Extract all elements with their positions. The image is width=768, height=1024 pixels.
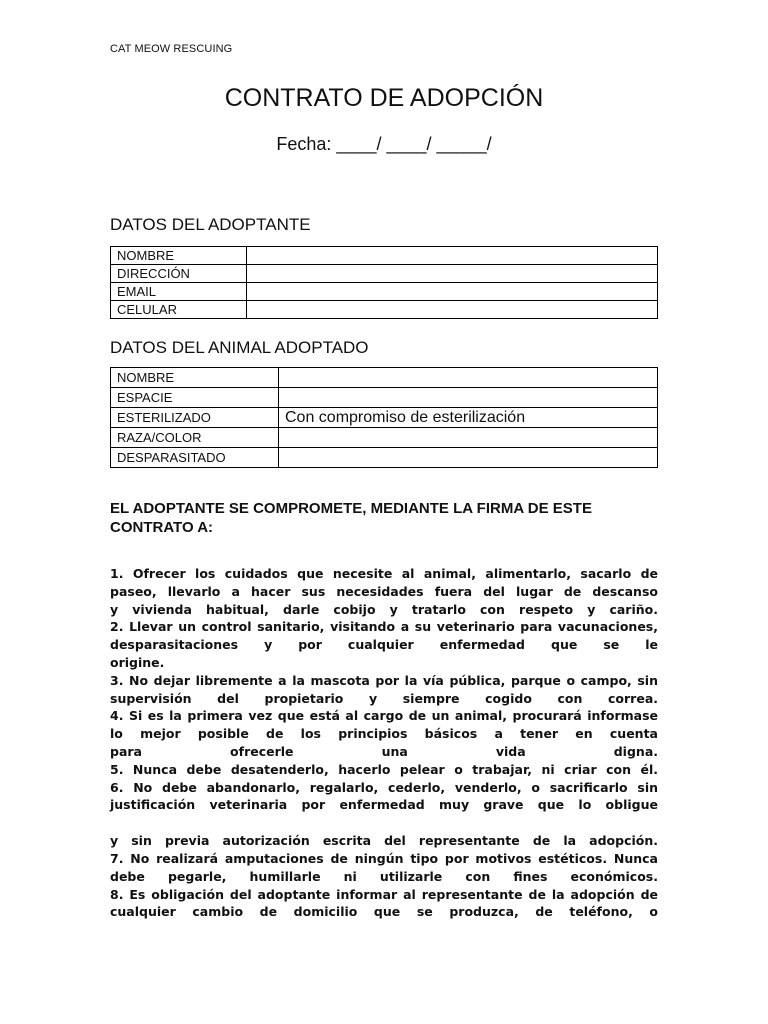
table-row [111, 368, 658, 388]
field-value [279, 368, 658, 388]
field-label: EMAIL [111, 283, 247, 301]
field-label: DIRECCIÓN [111, 265, 247, 283]
clause-line: debe pegarle, humillarle ni utilizarle con fines económicos. [110, 868, 658, 884]
field-label: NOMBRE [111, 368, 279, 388]
clause-line: 5. Nunca debe desatenderlo, hacerlo pelear o trabajar, ni criar con él. [110, 761, 658, 777]
table-row [111, 283, 658, 301]
clause-line: y vivienda habitual, darle cobijo y tratarlo con respeto y cariño. [110, 601, 658, 617]
field-label: ESPACIE [111, 388, 279, 408]
field-label: NOMBRE [111, 247, 247, 265]
paragraph-gap [110, 814, 658, 832]
field-value [247, 247, 658, 265]
clause-line: 1. Ofrecer los cuidados que necesite al animal, alimentarlo, sacarlo de [110, 566, 658, 581]
field-value: Con compromiso de esterilización [279, 408, 658, 428]
clause-line: 4. Si es la primera vez que está al cargo de un animal, procurará informase [110, 708, 658, 724]
field-value [247, 265, 658, 283]
field-label: ESTERILIZADO [111, 408, 279, 428]
clause-line: cualquier cambio de domicilio que se produzca, de teléfono, o [110, 904, 658, 920]
table-row [111, 428, 658, 448]
clause-line: 8. Es obligación del adoptante informar al representante de la adopción de [110, 886, 658, 902]
adoptante-heading: DATOS DEL ADOPTANTE [110, 215, 311, 234]
clause-line: origine. [110, 654, 165, 670]
table-row [111, 408, 658, 428]
field-label: RAZA/COLOR [111, 428, 279, 448]
clauses-list [110, 565, 658, 921]
clause-line: lo mejor posible de los principios básicos a tener en cuenta [110, 726, 658, 742]
field-value [279, 448, 658, 468]
clause-line: supervisión del propietario y siempre cogido con correa. [110, 690, 658, 706]
table-row [111, 265, 658, 283]
table-row [111, 301, 658, 319]
clause-line: 3. No dejar libremente a la mascota por la vía pública, parque o campo, sin [110, 672, 658, 688]
commitment-heading: EL ADOPTANTE SE COMPROMETE, MEDIANTE LA FIRMA DE ESTE CONTRATO A: [110, 500, 592, 536]
field-value [247, 283, 658, 301]
organization-header: CAT MEOW RESCUING [110, 43, 233, 55]
table-row [111, 247, 658, 265]
clause-line: desparasitaciones y por cualquier enfermedad que se le [110, 637, 658, 653]
animal-heading: DATOS DEL ANIMAL ADOPTADO [110, 338, 369, 357]
field-label: CELULAR [111, 301, 247, 319]
table-row [111, 388, 658, 408]
field-value [279, 388, 658, 408]
date-line: Fecha: ____/ ____/ _____/ [276, 134, 492, 154]
clause-line: para ofrecerle una vida digna. [110, 743, 658, 759]
table-row [111, 448, 658, 468]
document-title: CONTRATO DE ADOPCIÓN [224, 84, 544, 112]
field-label: DESPARASITADO [111, 448, 279, 468]
clause-line: 7. No realizará amputaciones de ningún tipo por motivos estéticos. Nunca [110, 850, 658, 866]
clause-line: 6. No debe abandonarlo, regalarlo, cederlo, venderlo, o sacrificarlo sin [110, 779, 658, 795]
field-value [247, 301, 658, 319]
clause-line: 2. Llevar un control sanitario, visitando a su veterinario para vacunaciones, [110, 619, 658, 635]
clause-line: justificación veterinaria por enfermedad muy grave que lo obligue [110, 797, 658, 813]
field-value [279, 428, 658, 448]
clause-line: paseo, llevarlo a hacer sus necesidades fuera del lugar de descanso [110, 583, 658, 599]
adoptante-table [110, 246, 658, 319]
animal-table [110, 367, 658, 468]
clause-line: y sin previa autorización escrita del representante de la adopción. [110, 833, 658, 849]
